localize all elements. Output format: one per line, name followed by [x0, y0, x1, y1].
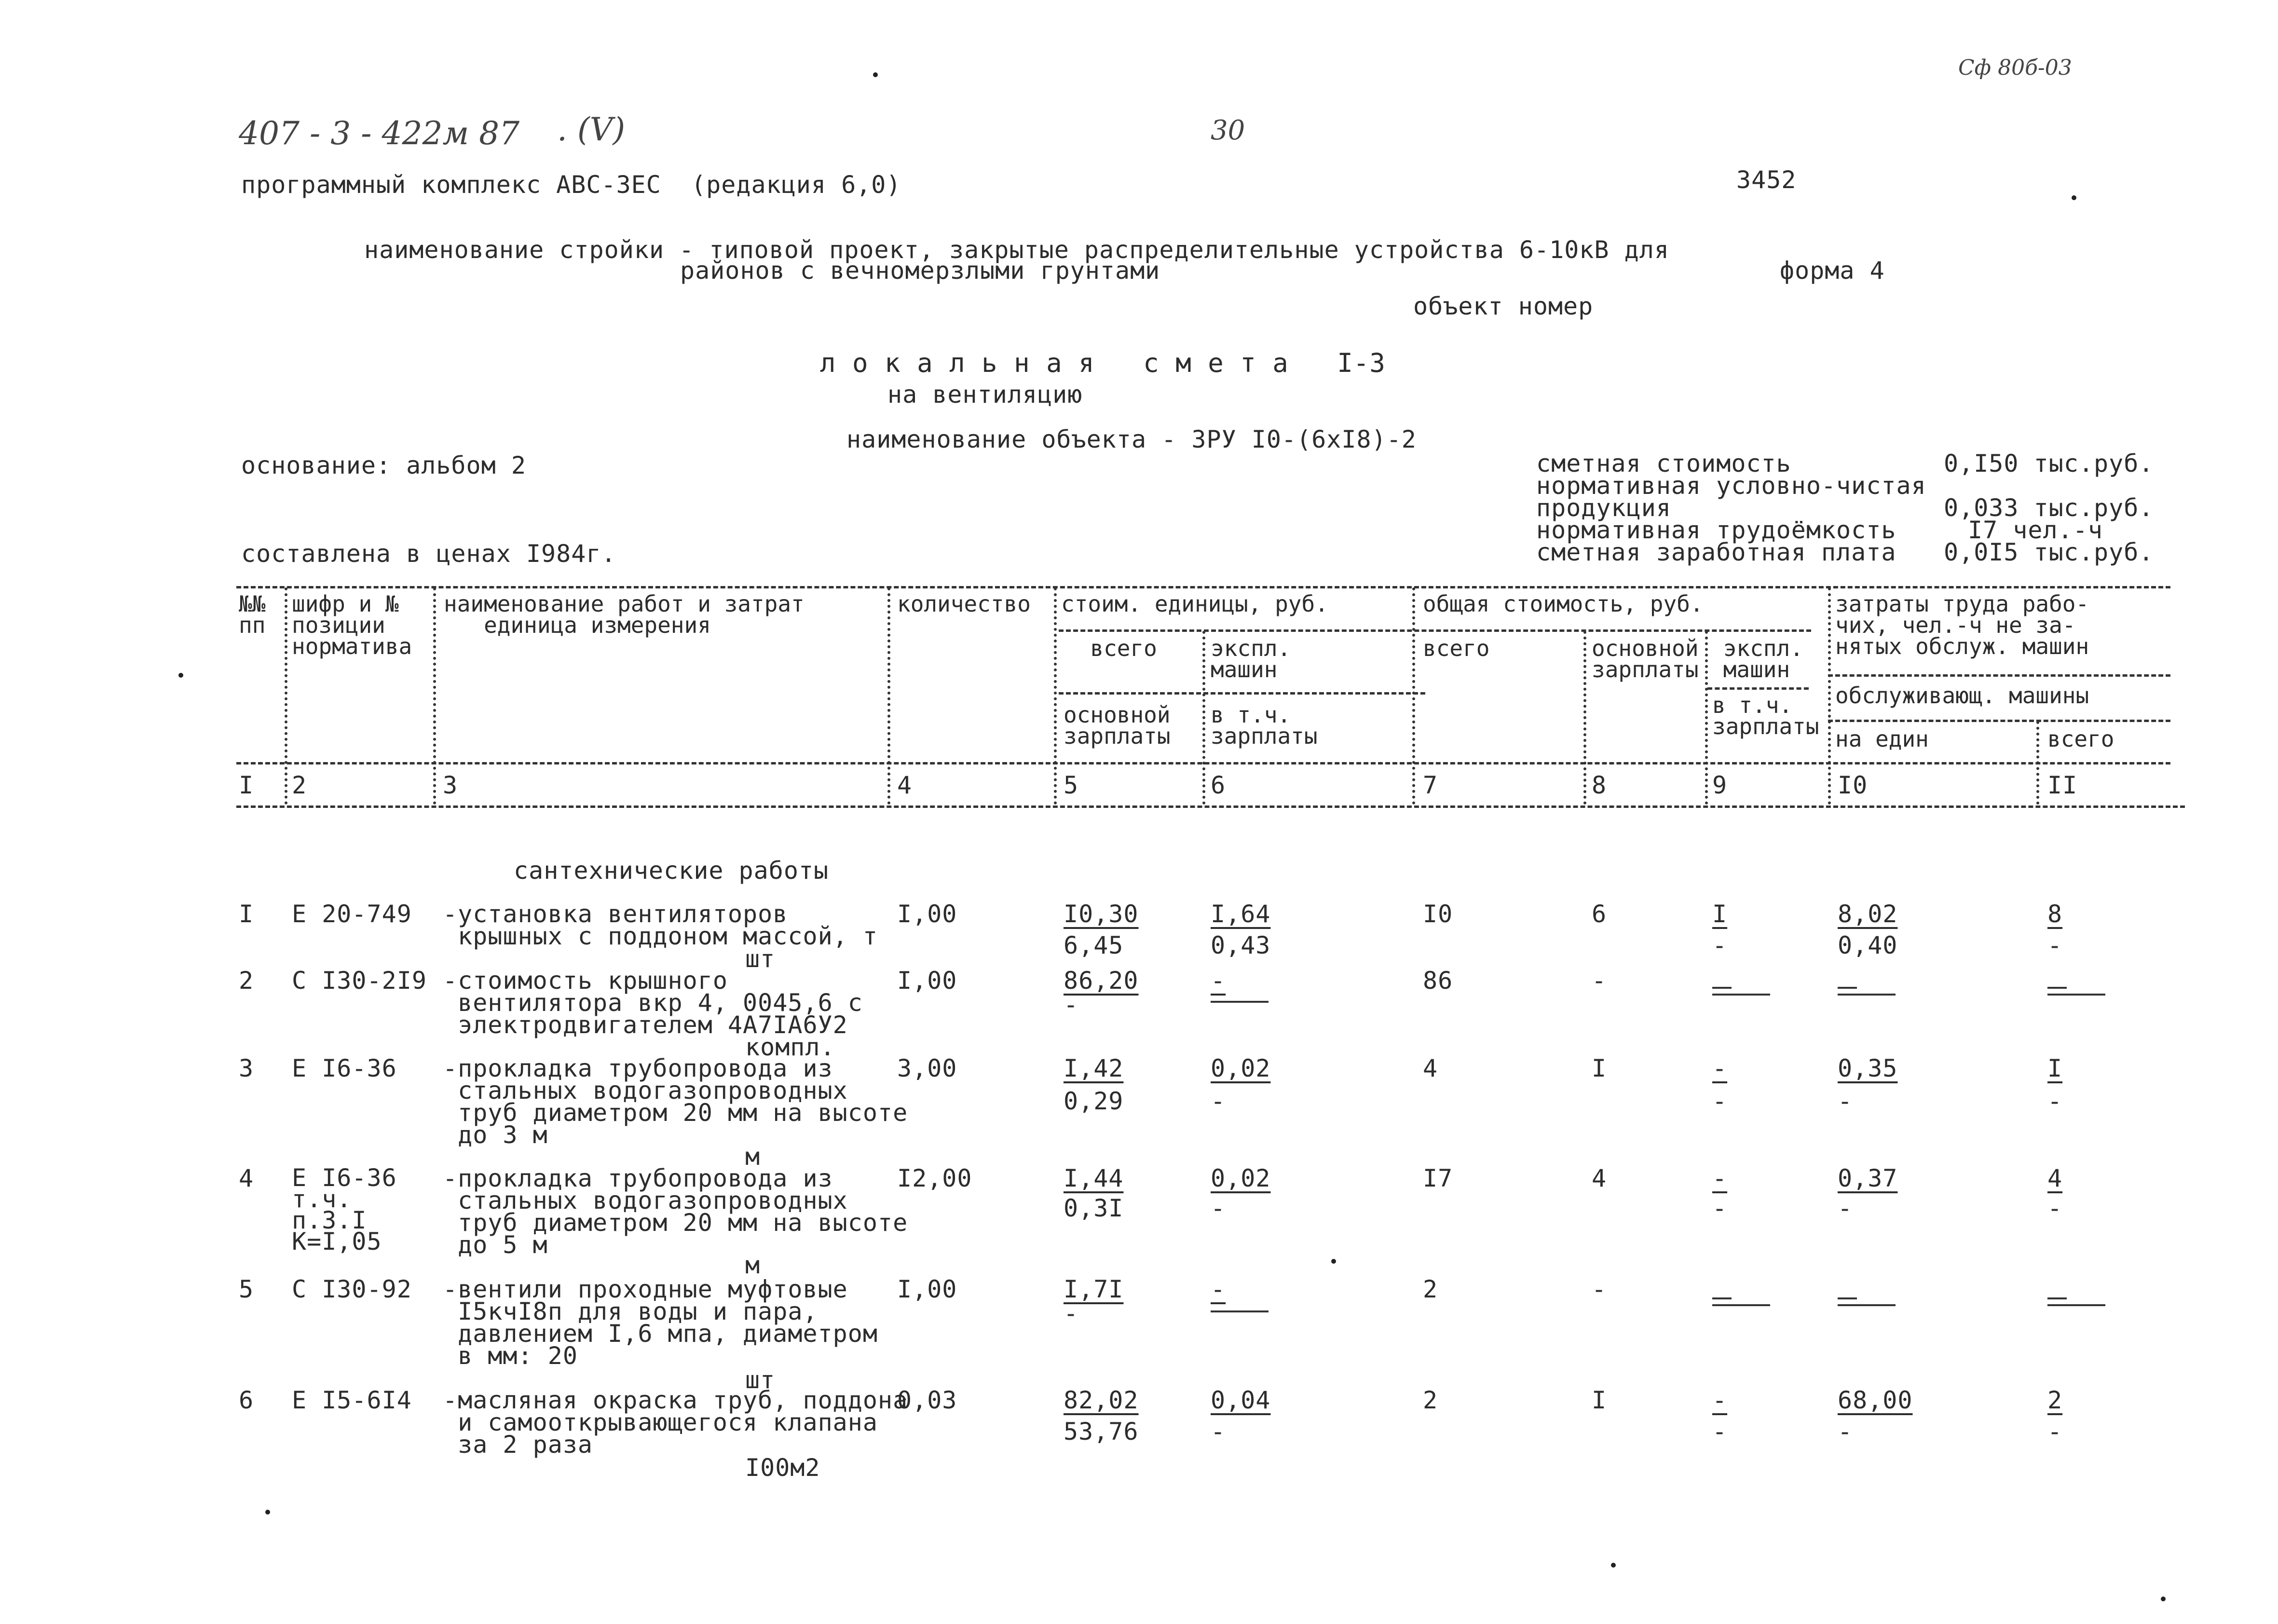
header-unit-machines: экспл. машин [1211, 635, 1291, 682]
row-1-unit: шт [745, 945, 776, 973]
column-number-8: 8 [1592, 771, 1607, 799]
row-4-total-machines: - [1712, 1164, 1728, 1192]
program-line: программный комплекс АВС-3ЕС (редакция 6,0) [241, 171, 901, 199]
row-1-unit-total: I0,30 [1064, 900, 1139, 928]
row-1-unit-machines: I,64 [1211, 900, 1271, 928]
col-sep-4 [1054, 587, 1057, 805]
table-rule-e [1828, 720, 2170, 722]
row-4-qty: I2,00 [897, 1164, 972, 1192]
row-4-labor-per-unit: 0,37 [1838, 1164, 1898, 1192]
row-6-unit-machines: 0,04 [1211, 1386, 1271, 1414]
summary-label-2: продукция [1536, 494, 1671, 522]
row-5-unit: шт [745, 1366, 776, 1394]
col-sep-1 [285, 587, 287, 805]
summary-label-1: нормативная условно-чистая [1536, 472, 1926, 500]
row-4-unit-wages: 0,3I [1064, 1194, 1124, 1222]
summary-label-0: сметная стоимость [1536, 450, 1791, 478]
header-unit-wages: основной зарплаты [1064, 702, 1171, 749]
row-2-labor-total-mark [2047, 983, 2105, 1004]
object-number: объект номер [1413, 292, 1594, 320]
row-6-number: 6 [239, 1386, 254, 1414]
column-number-2: 2 [292, 771, 307, 799]
table-rule-c [1707, 687, 1809, 690]
row-5-labor-per-unit-mark [1838, 1294, 1896, 1315]
form-label: форма 4 [1780, 257, 1885, 285]
column-number-11: II [2047, 771, 2078, 799]
row-4-total-wages: 4 [1592, 1164, 1607, 1192]
scan-speck [2072, 195, 2076, 200]
row-1-labor-per-unit: 8,02 [1838, 900, 1898, 928]
row-3-code: Е I6-36 [292, 1054, 397, 1082]
page-title: л о к а л ь н а я с м е т а I-3 [820, 348, 1386, 378]
column-number-9: 9 [1712, 771, 1728, 799]
row-1-total-machine-wages: - [1712, 931, 1728, 959]
header-unit-machine-wages: в т.ч. зарплаты [1211, 702, 1318, 749]
row-6-labor-total-b: - [2047, 1418, 2063, 1446]
scan-speck [178, 673, 183, 678]
row-3-unit-machine-wages: - [1211, 1087, 1226, 1115]
column-number-5: 5 [1064, 771, 1079, 799]
doc-number: 3452 [1736, 166, 1797, 194]
row-6-total: 2 [1423, 1386, 1438, 1414]
page-number: 30 [1211, 115, 1245, 146]
row-1-total-machines: I [1712, 900, 1728, 928]
header-unit-cost: стоим. единицы, руб. [1061, 591, 1328, 617]
table-rule-d [1828, 674, 2170, 677]
row-1-unit-wages: 6,45 [1064, 931, 1124, 959]
scan-speck [1611, 1563, 1616, 1568]
summary-label-4: сметная заработная плата [1536, 538, 1896, 566]
row-3-labor-total: I [2047, 1054, 2063, 1082]
header-labor-per-unit: на един [1835, 726, 1929, 752]
row-1-total: I0 [1423, 900, 1453, 928]
basis: основание: альбом 2 [241, 451, 526, 479]
row-6-total-wages: I [1592, 1386, 1607, 1414]
row-4-total-machine-wages: - [1712, 1194, 1728, 1222]
corner-mark: Сф 80б-03 [1958, 55, 2072, 80]
row-3-unit-machines: 0,02 [1211, 1054, 1271, 1082]
column-number-10: I0 [1838, 771, 1868, 799]
row-4-name: -прокладка трубопровода из стальных водогазопроводных труб диаметром 20 мм на высоте до 5 м [443, 1164, 908, 1259]
row-3-labor-total-b: - [2047, 1087, 2063, 1115]
scan-speck [265, 1510, 270, 1515]
col-sep-9 [1828, 587, 1831, 805]
scan-speck [1331, 1259, 1336, 1264]
row-6-total-machines: - [1712, 1386, 1728, 1414]
row-2-total-machines-mark [1712, 983, 1770, 1004]
col-sep-5 [1202, 631, 1205, 805]
col-sep-7 [1583, 631, 1586, 805]
row-5-name: -вентили проходные муфтовые I5кчI8п для воды и пара, давлением I,6 мпа, диаметром в мм: 20 [443, 1275, 878, 1370]
row-1-number: I [239, 900, 254, 928]
header-labor: затраты труда рабо- чих, чел.-ч не за- нятых обслуж. машин [1835, 591, 2089, 659]
row-4-unit-total: I,44 [1064, 1164, 1124, 1192]
doc-code: 407 - 3 - 422м 87 [239, 115, 520, 152]
row-5-unit-machines-dash [1211, 1306, 1269, 1315]
summary-label-3: нормативная трудоёмкость [1536, 516, 1896, 544]
row-6-code: Е I5-6I4 [292, 1386, 412, 1414]
row-4-total: I7 [1423, 1164, 1453, 1192]
row-4-labor-machines: - [1838, 1194, 1853, 1222]
row-4-number: 4 [239, 1164, 254, 1192]
row-3-unit-wages: 0,29 [1064, 1087, 1124, 1115]
col-sep-10 [2036, 721, 2039, 805]
row-6-unit-total: 82,02 [1064, 1386, 1139, 1414]
header-unit-total: всего [1064, 635, 1157, 661]
column-number-6: 6 [1211, 771, 1226, 799]
construction-line-1: наименование стройки - типовой проект, закрытые распределительные устройства 6-10кВ для [364, 236, 1669, 264]
col-sep-3 [887, 587, 890, 805]
row-2-labor-per-unit-mark [1838, 983, 1896, 1004]
row-2-name: -стоимость крышного вентилятора вкр 4, 0045,6 с электродвигателем 4А7IА6У2 [443, 967, 863, 1039]
row-2-unit-machines: - [1211, 967, 1226, 995]
row-5-number: 5 [239, 1275, 254, 1303]
row-5-unit-machines: - [1211, 1275, 1226, 1303]
row-4-unit-machines: 0,02 [1211, 1164, 1271, 1192]
doc-code-suffix: . (V) [557, 111, 626, 148]
summary-value-2: 0,033 тыс.руб. [1944, 494, 2154, 522]
row-4-labor-total-b: - [2047, 1194, 2063, 1222]
row-5-unit-total: I,7I [1064, 1275, 1124, 1303]
row-2-total: 86 [1423, 967, 1453, 995]
header-labor-total: всего [2047, 726, 2114, 752]
scan-speck [2161, 1597, 2166, 1601]
row-2-code: С I30-2I9 [292, 967, 427, 995]
row-3-labor-per-unit: 0,35 [1838, 1054, 1898, 1082]
row-2-unit: компл. [745, 1033, 835, 1061]
row-2-unit-machines-dash [1211, 996, 1269, 1006]
column-number-7: 7 [1423, 771, 1438, 799]
header-total-wages: основной зарплаты [1592, 635, 1699, 682]
header-total-machines: экспл. машин [1723, 635, 1803, 682]
row-4-unit: м [745, 1251, 761, 1279]
row-2-total-wages: - [1592, 967, 1607, 995]
header-total-machine-wages: в т.ч. зарплаты [1712, 692, 1819, 739]
col-sep-6 [1412, 587, 1415, 805]
row-4-labor-total: 4 [2047, 1164, 2063, 1192]
object-name: наименование объекта - ЗРУ I0-(6xI8)-2 [846, 425, 1417, 453]
row-5-qty: I,00 [897, 1275, 957, 1303]
row-1-labor-total: 8 [2047, 900, 2063, 928]
table-number-rule [236, 805, 2185, 808]
row-5-total-machines-mark [1712, 1294, 1770, 1315]
summary-value-3: I7 чел.-ч [1968, 516, 2103, 544]
row-3-unit-total: I,42 [1064, 1054, 1124, 1082]
row-6-unit: I00м2 [745, 1454, 820, 1482]
row-3-total-wages: I [1592, 1054, 1607, 1082]
header-quantity: количество [897, 591, 1031, 617]
header-total-cost: общая стоимость, руб. [1423, 591, 1704, 617]
row-3-total-machine-wages: - [1712, 1087, 1728, 1115]
row-6-labor-total: 2 [2047, 1386, 2063, 1414]
row-5-code: С I30-92 [292, 1275, 412, 1303]
row-4-code: Е I6-36 т.ч. п.3.I К=I,05 [292, 1164, 397, 1256]
section-title: сантехнические работы [514, 857, 829, 885]
row-6-unit-wages: 53,76 [1064, 1418, 1139, 1446]
summary-value-4: 0,0I5 тыс.руб. [1944, 538, 2154, 566]
column-number-4: 4 [897, 771, 913, 799]
row-2-unit-wages: - [1064, 991, 1079, 1019]
summary-value-0: 0,I50 тыс.руб. [1944, 450, 2154, 478]
column-number-3: 3 [443, 771, 458, 799]
table-top-rule [236, 586, 2170, 588]
row-3-qty: 3,00 [897, 1054, 957, 1082]
row-2-number: 2 [239, 967, 254, 995]
construction-line-2: районов с вечномерзлыми грунтами [680, 257, 1160, 285]
row-1-code: Е 20-749 [292, 900, 412, 928]
row-2-qty: I,00 [897, 967, 957, 995]
row-1-labor-total-b: - [2047, 931, 2063, 959]
row-1-total-wages: 6 [1592, 900, 1607, 928]
row-6-labor-per-unit: 68,00 [1838, 1386, 1913, 1414]
row-4-unit-machine-wages: - [1211, 1194, 1226, 1222]
header-row-number: №№ пп [239, 591, 266, 638]
row-3-labor-machines: - [1838, 1087, 1853, 1115]
header-total-all: всего [1423, 635, 1490, 661]
row-1-name: -установка вентиляторов крышных с поддоном массой, т [443, 900, 878, 950]
header-code: шифр и № позиции норматива [292, 591, 412, 659]
column-number-1: I [239, 771, 254, 799]
col-sep-2 [433, 587, 436, 805]
row-5-unit-wages: - [1064, 1299, 1079, 1327]
table-rule-a [1059, 629, 1811, 632]
table-rule-b [1059, 692, 1425, 695]
row-6-unit-machine-wages: - [1211, 1418, 1226, 1446]
prices-year: составлена в ценах I984г. [241, 540, 616, 568]
header-work-name: наименование работ и затрат единица измерения [444, 591, 805, 638]
row-6-name: -масляная окраска труб, поддона и самооткрывающегося клапана за 2 раза [443, 1386, 908, 1459]
row-3-total-machines: - [1712, 1054, 1728, 1082]
row-5-labor-total-mark [2047, 1294, 2105, 1315]
row-5-total: 2 [1423, 1275, 1438, 1303]
page-subtitle: на вентиляцию [887, 381, 1083, 409]
row-1-labor-machines: 0,40 [1838, 931, 1898, 959]
row-1-unit-machine-wages: 0,43 [1211, 931, 1271, 959]
row-3-number: 3 [239, 1054, 254, 1082]
row-6-labor-machines: - [1838, 1418, 1853, 1446]
col-sep-8 [1705, 631, 1708, 805]
row-5-total-wages: - [1592, 1275, 1607, 1303]
row-1-qty: I,00 [897, 900, 957, 928]
row-2-unit-total: 86,20 [1064, 967, 1139, 995]
scan-speck [873, 72, 878, 77]
row-6-total-machine-wages: - [1712, 1418, 1728, 1446]
row-3-total: 4 [1423, 1054, 1438, 1082]
header-labor-machines: обслуживающ. машины [1835, 682, 2089, 709]
row-6-qty: 0,03 [897, 1386, 957, 1414]
row-3-name: -прокладка трубопровода из стальных водогазопроводных труб диаметром 20 мм на высоте до 3 м [443, 1054, 908, 1149]
row-3-unit: м [745, 1143, 761, 1171]
